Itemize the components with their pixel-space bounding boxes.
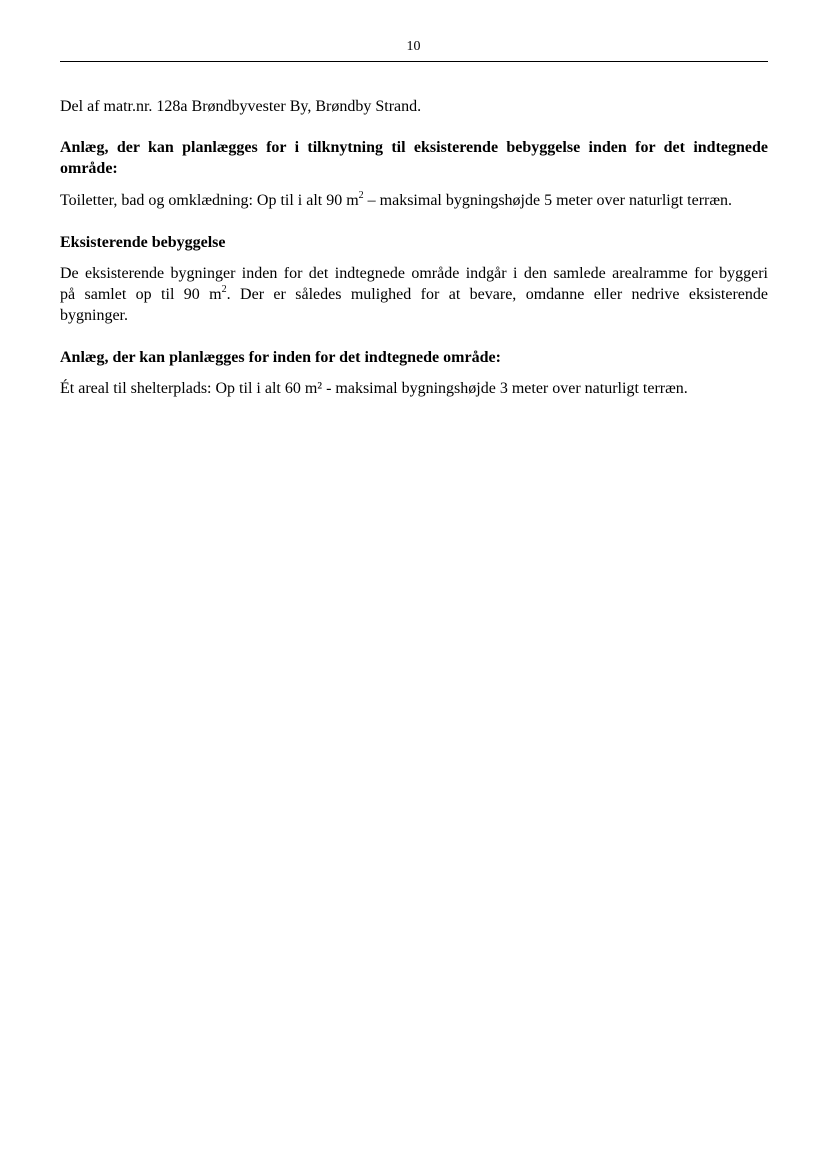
section-heading-facilities-line2: område: [60,160,118,177]
facilities-text-after-unit: – maksimal bygningshøjde 5 meter over naturligt terræn. [363,192,733,209]
section-heading-existing-buildings: Eksisterende bebyggelse [60,234,226,251]
facilities-unit-exponent: 2 [358,189,364,201]
intro-paragraph: Del af matr.nr. 128a Brøndbyvester By, Brøndby Strand. [60,98,422,115]
section-heading-facilities-line1: Anlæg, der kan planlægges for i tilknytning til eksisterende bebyggelse inden for det indtegnede [60,139,768,156]
facilities-paragraph [60,190,768,211]
shelter-paragraph: Ét areal til shelterplads: Op til i alt 60 m² - maksimal bygningshøjde 3 meter over naturligt terræn. [60,380,688,397]
header-rule [60,61,768,62]
document-body [60,96,768,399]
existing-buildings-paragraph [60,263,768,326]
existing-buildings-line2-before-unit: på samlet op til 90 m [60,286,222,303]
existing-buildings-line3: bygninger. [60,307,128,324]
facilities-text-before-unit: Toiletter, bad og omklædning: Op til i alt 90 m [60,192,359,209]
section-heading-area: Anlæg, der kan planlægges for inden for det indtegnede område: [60,349,501,366]
existing-buildings-unit-exponent: 2 [221,283,227,295]
existing-buildings-line1: De eksisterende bygninger inden for det indtegnede område indgår i den samlede arealramme for byggeri [60,265,768,282]
section-heading-facilities [60,137,768,179]
existing-buildings-line2-after-unit: . Der er således mulighed for at bevare, omdanne eller nedrive eksisterende [226,286,769,303]
page-number: 10 [406,39,421,54]
existing-buildings-line2 [60,284,768,305]
